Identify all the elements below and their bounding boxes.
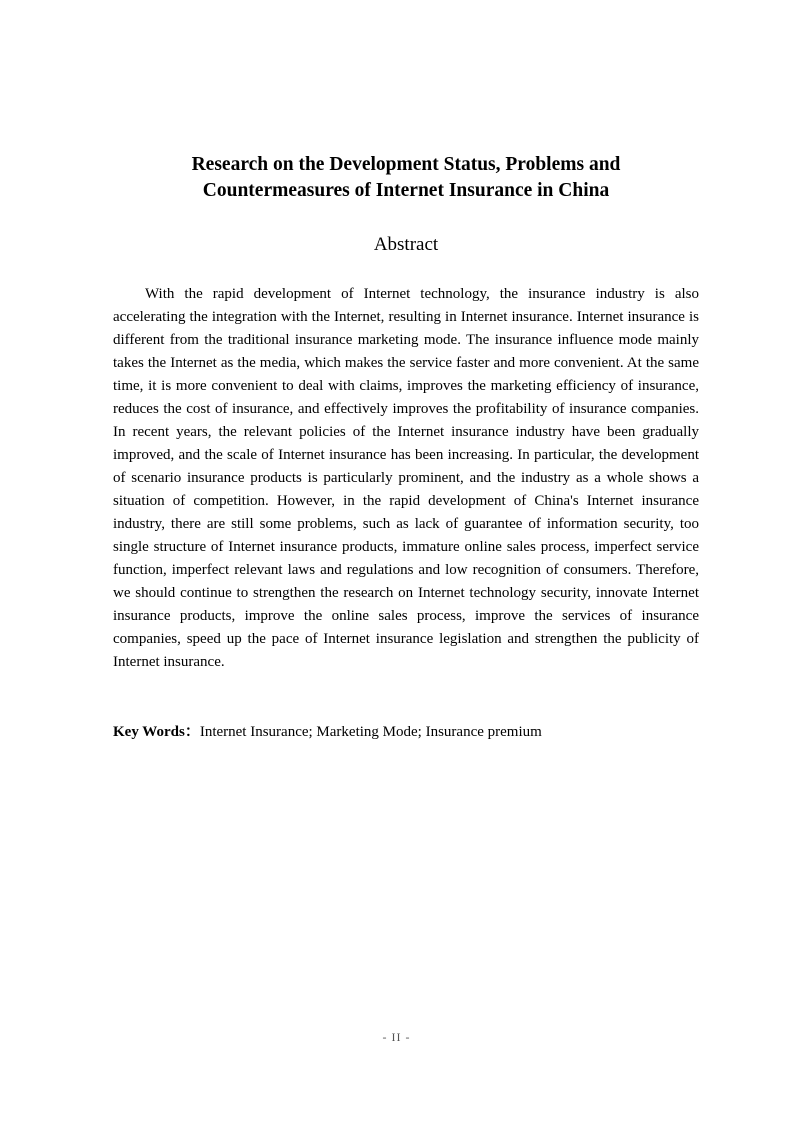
paper-title-line-1: Research on the Development Status, Problems and bbox=[191, 154, 621, 175]
abstract-body: With the rapid development of Internet technology, the insurance industry is also accelerating the integration with the Internet, resulting in Internet insurance. Internet insurance is different from the traditional insurance marketing mode. The insurance influence mode mainly takes the Internet as the media, which makes the service faster and more convenient. At the same time, it is more convenient to deal with claims, improves the marketing efficiency of insurance, reduces the cost of insurance, and effectively improves the profitability of insurance companies. In recent years, the relevant policies of the Internet insurance industry have been gradually improved, and the scale of Internet insurance has been increasing. In particular, the development of scenario insurance products is particularly prominent, and the industry as a whole shows a situation of competition. However, in the rapid development of China's Internet insurance industry, there are still some problems, such as lack of guarantee of information security, too single structure of Internet insurance products, immature online sales process, imperfect service function, imperfect relevant laws and regulations and low recognition of consumers. Therefore, we should continue to strengthen the research on Internet technology security, innovate Internet insurance products, improve the online sales process, improve the services of insurance companies, speed up the pace of Internet insurance legislation and strengthen the publicity of Internet insurance. bbox=[113, 286, 699, 670]
keywords-value: Internet Insurance; Marketing Mode; Insurance premium bbox=[199, 724, 542, 740]
keywords bbox=[113, 721, 699, 744]
paper-title bbox=[112, 152, 700, 204]
abstract-heading: Abstract bbox=[373, 234, 439, 255]
paper-title-line-2: Countermeasures of Internet Insurance in China bbox=[202, 180, 610, 201]
page-number: - II - bbox=[382, 1030, 411, 1044]
keywords-label: Key Words： bbox=[113, 724, 200, 740]
